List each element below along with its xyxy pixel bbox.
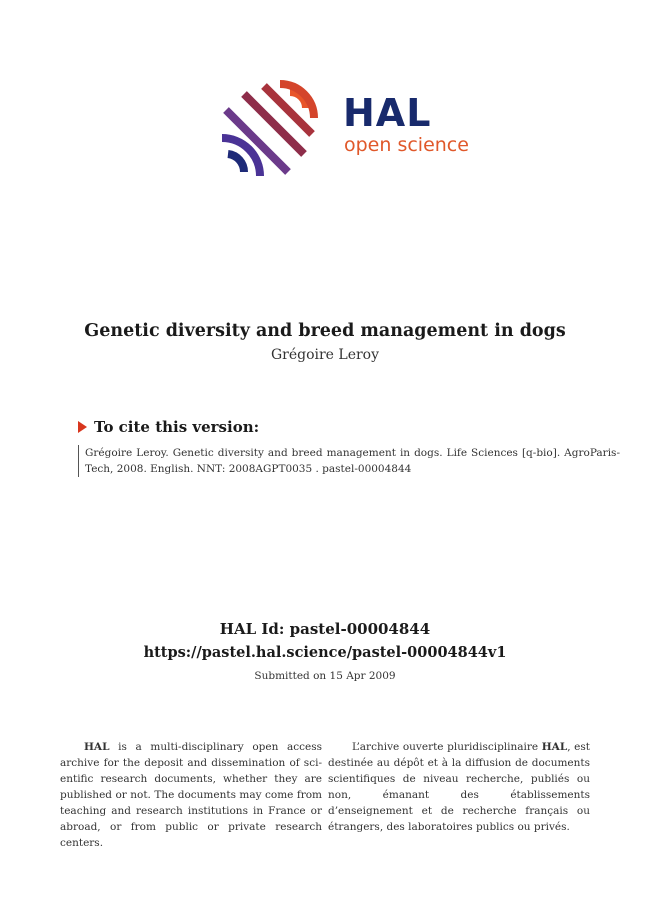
hal-id: HAL Id: pastel-00004844 [219, 620, 431, 638]
triangle-marker-icon [78, 421, 87, 433]
disclaimer-english [60, 739, 322, 851]
hal-arcs-logo-icon [218, 80, 318, 180]
disclaimer-french-lead: L’archive ouverte pluridisciplinaire [352, 741, 542, 753]
hal-bold-fr: HAL [541, 741, 568, 753]
hal-bold-lead: HAL [84, 741, 110, 753]
document-title: Genetic diversity and breed management in dogs [84, 321, 566, 341]
disclaimer-english-text: is a multi-disciplinary open access archive for the deposit and dissemination of scientific research documents, whether they are published or not. The documents may come from teaching and research institutions in France or abroad, or from public or private research centers. [60, 741, 322, 849]
citation-text: Grégoire Leroy. Genetic diversity and breed management in dogs. Life Sciences [q-bio]. AgroParis-Tech, 2008. English. NNT: 2008AGPT0035 . pastel-00004844 [78, 445, 620, 477]
submission-date: Submitted on 15 Apr 2009 [254, 670, 396, 682]
logo-tagline: open science [344, 134, 469, 156]
logo-wordmark: HAL [343, 91, 432, 135]
document-author: Grégoire Leroy [270, 347, 380, 363]
document-url-link[interactable]: https://pastel.hal.science/pastel-00004844v1 [143, 644, 507, 661]
disclaimer-french [328, 739, 590, 835]
citation-heading [78, 418, 259, 436]
disclaimer-french-text: , est destinée au dépôt et à la diffusion de documents scientifiques de niveau recherche, publiés ou non, émanant des établissements d’enseignement et de recherche français ou étrangers, des laboratoires publics ou privés. [328, 741, 590, 833]
citation-heading-text: To cite this version: [94, 418, 260, 436]
